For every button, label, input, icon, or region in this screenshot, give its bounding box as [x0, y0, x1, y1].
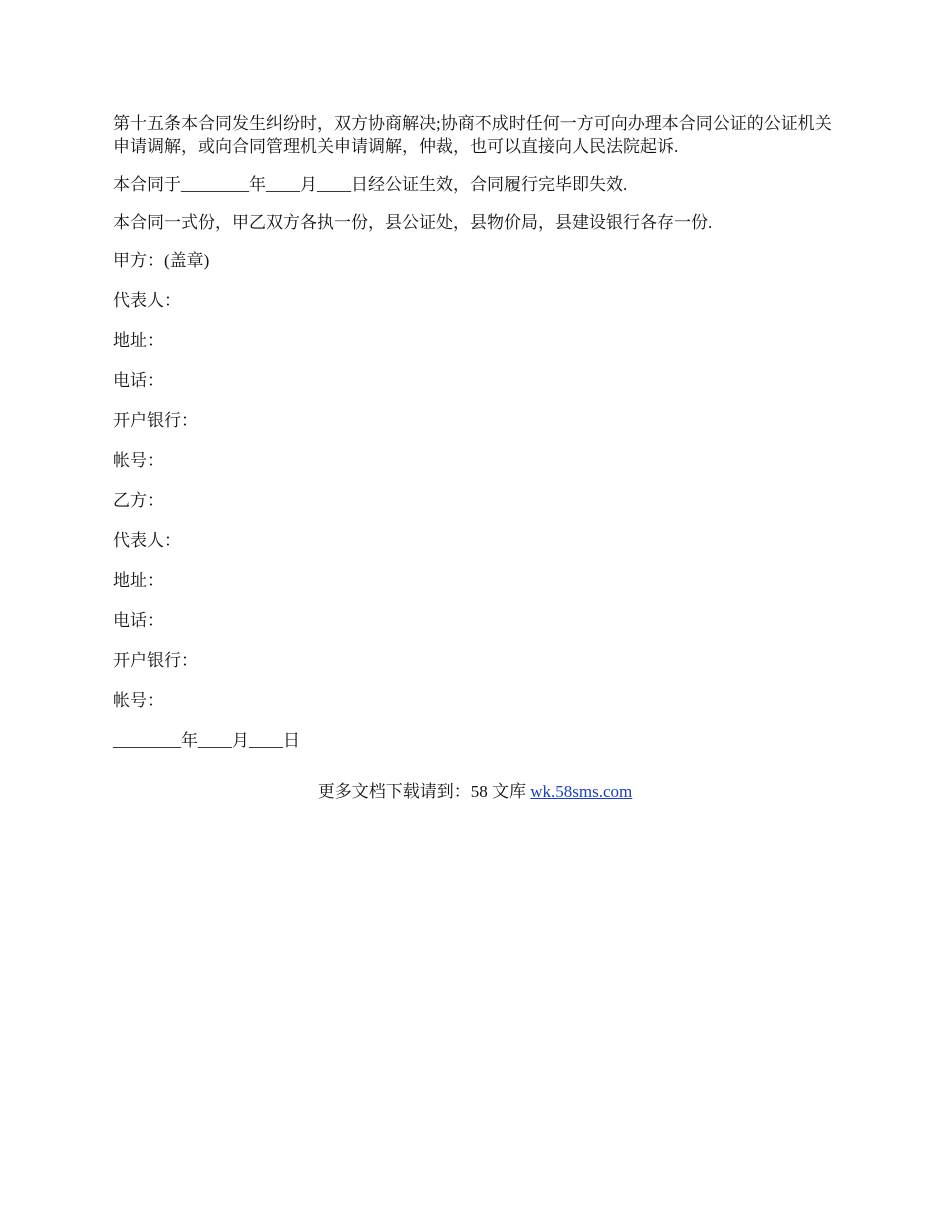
party-a-representative: 代表人：	[113, 291, 181, 310]
download-footer	[0, 780, 950, 803]
party-a-address: 地址：	[113, 331, 164, 350]
footer-website-link[interactable]: wk.58sms.com	[530, 782, 633, 801]
party-a-bank: 开户银行：	[113, 411, 198, 430]
party-b-title: 乙方：	[113, 491, 164, 510]
party-b-account: 帐号：	[113, 691, 164, 710]
footer-prefix-text: 更多文档下载请到：58 文库	[317, 782, 531, 801]
document-body	[113, 112, 833, 752]
clause-dispute-paragraph: 第十五条本合同发生纠纷时，双方协商解决;协商不成时任何一方可向办理本合同公证的公证机关申请调解，或向合同管理机关申请调解，仲裁，也可以直接向人民法院起诉.	[113, 114, 832, 156]
party-a-title: 甲方：(盖章)	[113, 251, 210, 270]
signature-date-line: ________年____月____日	[113, 731, 300, 750]
effective-date-paragraph: 本合同于________年____月____日经公证生效，合同履行完毕即失效.	[113, 175, 628, 194]
party-b-representative: 代表人：	[113, 531, 181, 550]
party-b-address: 地址：	[113, 571, 164, 590]
party-a-account: 帐号：	[113, 451, 164, 470]
party-a-phone: 电话：	[113, 371, 164, 390]
party-b-bank: 开户银行：	[113, 651, 198, 670]
copies-paragraph: 本合同一式份，甲乙双方各执一份，县公证处，县物价局，县建设银行各存一份.	[113, 213, 713, 232]
party-b-phone: 电话：	[113, 611, 164, 630]
